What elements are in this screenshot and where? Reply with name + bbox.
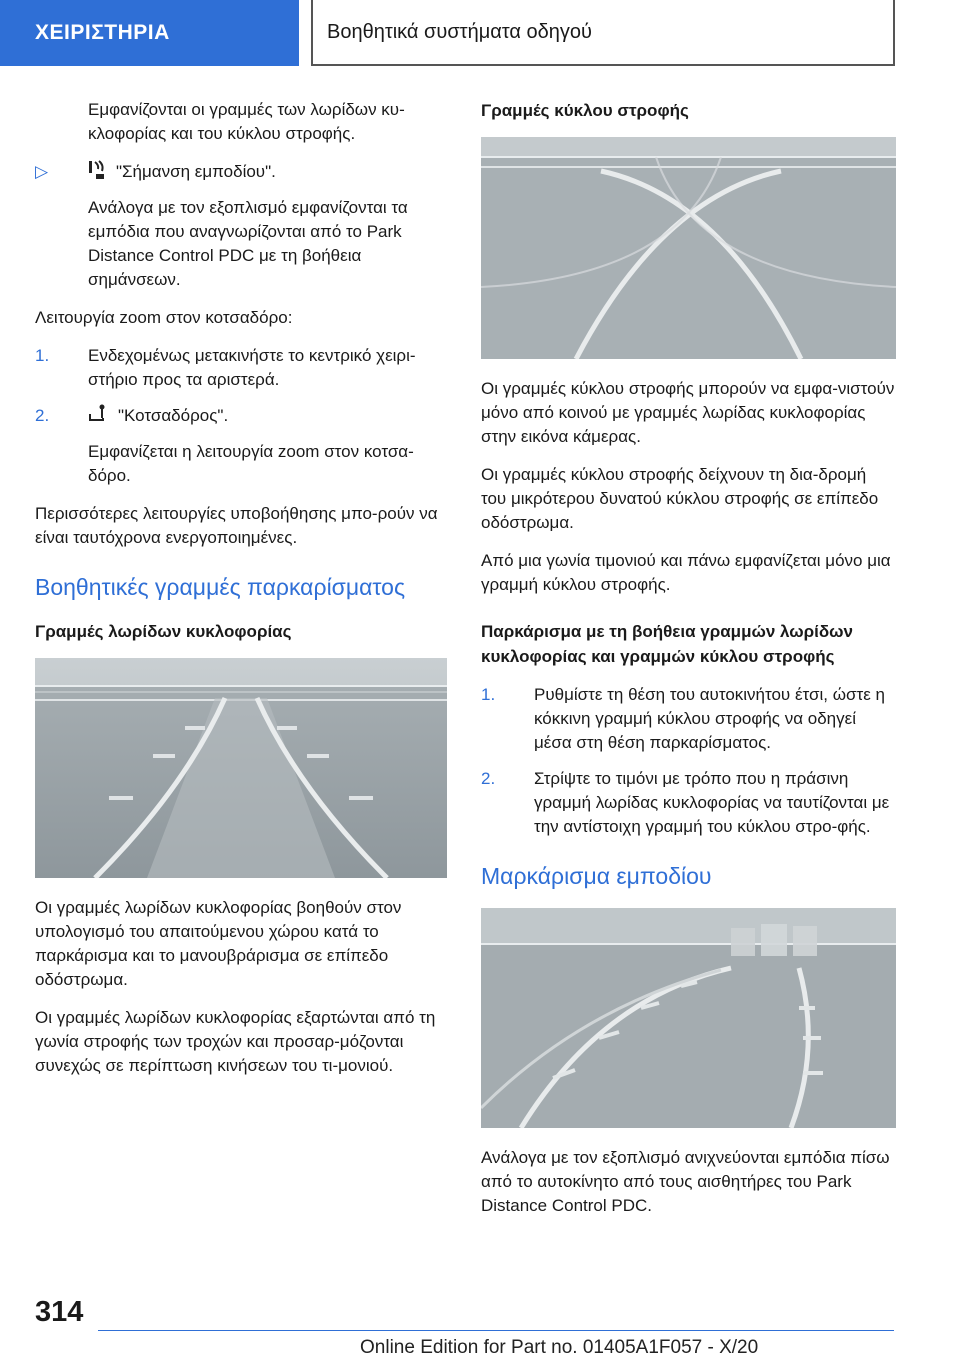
paragraph: Εμφανίζεται η λειτουργία zoom στον κοτσα‐δόρο. <box>88 442 414 485</box>
step-item <box>481 767 896 839</box>
trailer-hitch-icon <box>88 404 108 424</box>
obstacle-marking-icon <box>88 160 106 180</box>
edition-text: Online Edition for Part no. 01405A1F057 - X/20 <box>360 1337 759 1358</box>
lane-lines-illustration <box>35 658 447 878</box>
option-bullet <box>35 160 447 184</box>
page-number: 314 <box>35 1296 84 1328</box>
paragraph: Εμφανίζονται οι γραμμές των λωρίδων κυ‐κλοφορίας και του κύκλου στροφής. <box>88 100 405 143</box>
bullet-label: "Σήμανση εμποδίου". <box>116 162 276 181</box>
step-item <box>35 404 447 428</box>
step-number: 1. <box>35 346 50 365</box>
chapter-title-text: Βοηθητικά συστήματα οδηγού <box>327 20 592 43</box>
step-text: "Κοτσαδόρος". <box>118 406 229 425</box>
footer-divider <box>98 1330 894 1331</box>
paragraph: Λειτουργία zoom στον κοτσαδόρο: <box>35 308 293 327</box>
section-heading: Μαρκάρισμα εμποδίου <box>481 863 712 889</box>
step-text: Στρίψτε το τιμόνι με τρόπο που η πράσινη γραμμή λωρίδας κυκλοφορίας να ταυτίζονται με την αντίστοιχη γραμμή του κύκλου στρο‐φής. <box>534 769 890 836</box>
step-item <box>35 344 447 392</box>
step-number: 1. <box>481 685 496 704</box>
right-column <box>481 98 896 1232</box>
section-heading: Βοηθητικές γραμμές παρκαρίσματος <box>35 574 406 600</box>
bullet-marker: ▷ <box>35 162 49 181</box>
paragraph: Οι γραμμές λωρίδων κυκλοφορίας εξαρτώνται από τη γωνία στροφής των τροχών και προσαρ‐μόζονται συνεχώς σε περίπτωση κινήσεων του τι‐μονιού. <box>35 1008 436 1075</box>
step-item <box>481 683 896 755</box>
paragraph: Περισσότερες λειτουργίες υποβοήθησης μπο‐ρούν να είναι ταυτόχρονα ενεργοποιημένες. <box>35 504 438 547</box>
subsection-heading: Γραμμές λωρίδων κυκλοφορίας <box>35 622 292 641</box>
left-column <box>35 98 447 1092</box>
paragraph: Οι γραμμές κύκλου στροφής δείχνουν τη δια‐δρομή του μικρότερου δυνατού κύκλου στροφής σε επίπεδο οδόστρωμα. <box>481 465 879 532</box>
step-number: 2. <box>35 406 50 425</box>
paragraph: Ανάλογα με τον εξοπλισμό ανιχνεύονται εμπόδια πίσω από το αυτοκίνητο από τους αισθητήρες του Park Distance Control PDC. <box>481 1148 890 1215</box>
paragraph: Ανάλογα με τον εξοπλισμό εμφανίζονται τα εμπόδια που αναγνωρίζονται από το Park Distance Control PDC με τη βοήθεια σημάνσεων. <box>88 198 408 289</box>
paragraph: Από μια γωνία τιμονιού και πάνω εμφανίζεται μόνο μια γραμμή κύκλου στροφής. <box>481 551 891 594</box>
step-text: Ρυθμίστε τη θέση του αυτοκινήτου έτσι, ώστε η κόκκινη γραμμή κύκλου στροφής να οδηγεί μέσα στη θέση παρκαρίσματος. <box>534 685 885 752</box>
step-number: 2. <box>481 769 496 788</box>
subsection-heading: Παρκάρισμα με τη βοήθεια γραμμών λωρίδων κυκλοφορίας και γραμμών κύκλου στροφής <box>481 622 853 666</box>
turning-circle-illustration <box>481 137 896 359</box>
paragraph: Οι γραμμές λωρίδων κυκλοφορίας βοηθούν στον υπολογισμό του απαιτούμενου χώρου κατά το παρκάρισμα και το μανουβράρισμα σε επίπεδο οδόστρωμα. <box>35 898 402 989</box>
chapter-title <box>311 0 895 66</box>
step-text: Ενδεχομένως μετακινήστε το κεντρικό χειρι‐στήριο προς τα αριστερά. <box>88 346 416 389</box>
section-tab: ΧΕΙΡΙΣΤΗΡΙΑ <box>0 0 299 66</box>
obstacle-marking-illustration <box>481 908 896 1128</box>
paragraph: Οι γραμμές κύκλου στροφής μπορούν να εμφα‐νιστούν μόνο από κοινού με γραμμές λωρίδας κυκλοφορίας στην εικόνα κάμερας. <box>481 379 895 446</box>
subsection-heading: Γραμμές κύκλου στροφής <box>481 101 689 120</box>
